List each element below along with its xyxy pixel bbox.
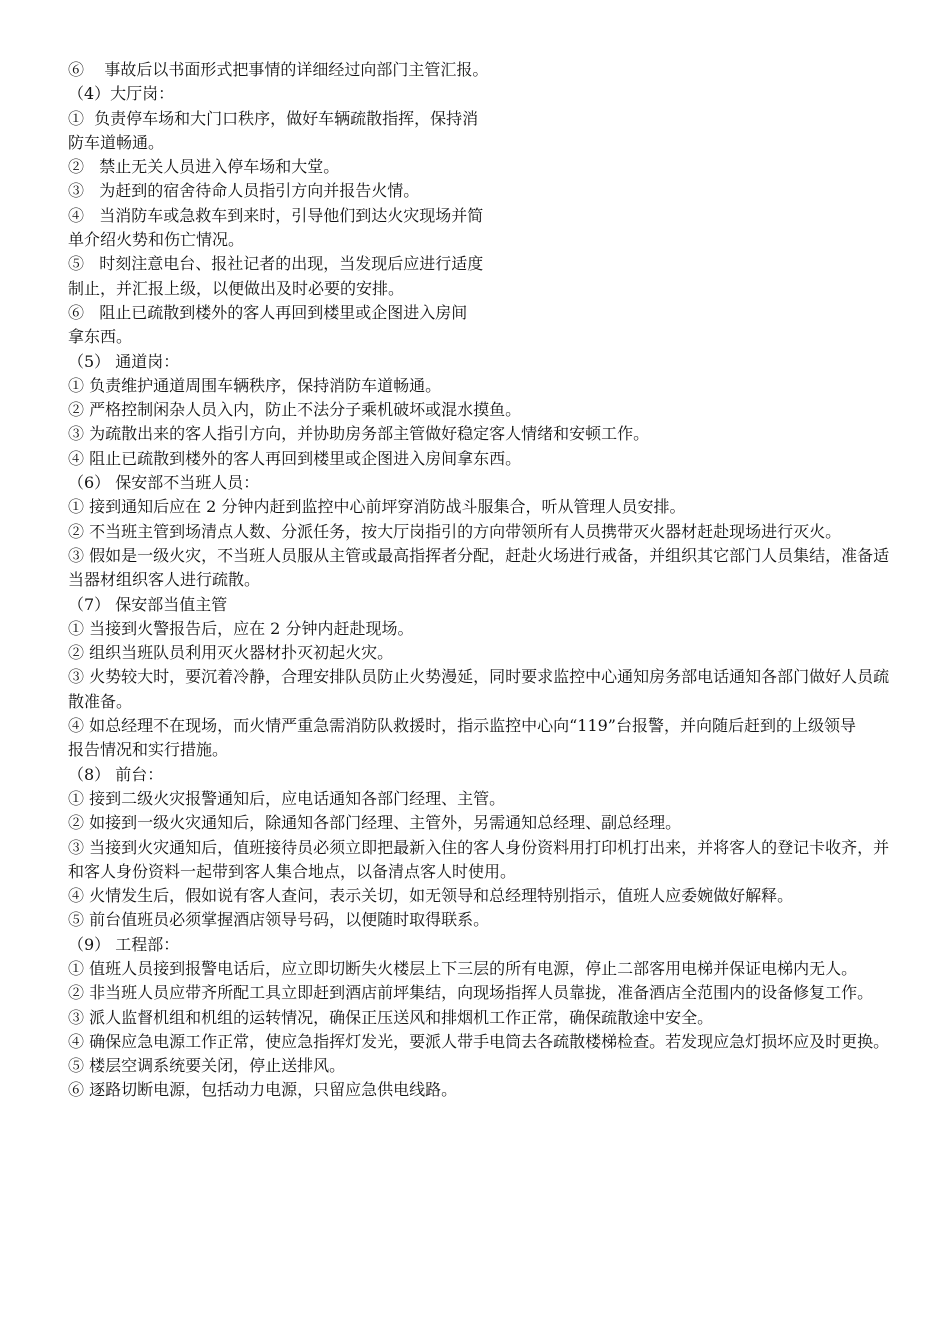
document-paragraph: ② 禁止无关人员进入停车场和大堂。 (68, 157, 340, 177)
document-paragraph: 制止，并汇报上级，以便做出及时必要的安排。 (68, 278, 405, 298)
document-paragraph: （7） 保安部当值主管 (68, 594, 228, 614)
document-paragraph: ③ 派人监督机组和机组的运转情况，确保正压送风和排烟机工作正常，确保疏散途中安全。 (68, 1007, 714, 1027)
document-paragraph: ④ 阻止已疏散到楼外的客人再回到楼里或企图进入房间拿东西。 (68, 448, 522, 468)
document-paragraph: ③ 假如是一级火灾，不当班人员服从主管或最高指挥者分配，赶赴火场进行戒备，并组织其它部门人员集结，准备适当器材组织客人进行疏散。 (68, 545, 890, 590)
document-paragraph: ① 接到通知后应在 2 分钟内赶到监控中心前坪穿消防战斗服集合，听从管理人员安排。 (68, 497, 686, 517)
document-paragraph: ⑤ 前台值班员必须掌握酒店领导号码，以便随时取得联系。 (68, 910, 490, 930)
document-paragraph: ③ 为疏散出来的客人指引方向，并协助房务部主管做好稳定客人情绪和安顿工作。 (68, 424, 650, 444)
document-paragraph: ① 负责停车场和大门口秩序，做好车辆疏散指挥，保持消 (68, 108, 479, 128)
document-paragraph: ⑤ 时刻注意电台、报社记者的出现，当发现后应进行适度 (68, 254, 484, 274)
document-paragraph: ③ 当接到火灾通知后，值班接待员必须立即把最新入住的客人身份资料用打印机打出来，并将客人的登记卡收齐，并和客人身份资料一起带到客人集合地点，以备清点客人时使用。 (68, 837, 890, 881)
document-paragraph: （4）大厅岗： (68, 84, 175, 104)
document-paragraph: 拿东西。 (68, 327, 133, 347)
document-paragraph: ① 值班人员接到报警电话后，应立即切断失火楼层上下三层的所有电源，停止二部客用电梯并保证电梯内无人。 (68, 958, 858, 978)
document-paragraph: ⑥ 事故后以书面形式把事情的详细经过向部门主管汇报。 (68, 60, 489, 79)
document-paragraph: ① 当接到火警报告后，应在 2 分钟内赶赴现场。 (68, 618, 414, 638)
document-paragraph: ⑤ 楼层空调系统要关闭，停止送排风。 (68, 1056, 346, 1076)
document-paragraph: （5） 通道岗： (68, 351, 180, 371)
document-paragraph: ⑥ 阻止已疏散到楼外的客人再回到楼里或企图进入房间 (68, 302, 468, 322)
document-paragraph: ④ 如总经理不在现场，而火情严重急需消防队救援时，指示监控中心向“119”台报警，并向随后赶到的上级领导 (68, 716, 856, 736)
document-paragraph: ② 非当班人员应带齐所配工具立即赶到酒店前坪集结，向现场指挥人员靠拢，准备酒店全范围内的设备修复工作。 (68, 983, 874, 1003)
document-paragraph: ② 不当班主管到场清点人数、分派任务，按大厅岗指引的方向带领所有人员携带灭火器材赶赴现场进行灭火。 (68, 521, 842, 541)
document-paragraph: 防车道畅通。 (68, 132, 165, 152)
document-paragraph: ② 如接到一级火灾通知后，除通知各部门经理、主管外，另需通知总经理、副总经理。 (68, 813, 682, 833)
document-paragraph: ② 严格控制闲杂人员入内，防止不法分子乘机破坏或混水摸鱼。 (68, 400, 522, 420)
document-paragraph: ④ 火情发生后，假如说有客人查问，表示关切，如无领导和总经理特别指示，值班人应委婉做好解释。 (68, 886, 794, 906)
document-paragraph: （8） 前台： (68, 764, 164, 784)
document-paragraph: ① 接到二级火灾报警通知后，应电话通知各部门经理、主管。 (68, 788, 506, 808)
document-paragraph: ④ 当消防车或急救车到来时，引导他们到达火灾现场并简 (68, 205, 484, 225)
document-paragraph: （6） 保安部不当班人员： (68, 473, 260, 493)
document-paragraph: 单介绍火势和伤亡情况。 (68, 230, 245, 250)
document-paragraph: （9） 工程部： (68, 934, 180, 954)
document-body (68, 58, 890, 1103)
document-paragraph: ① 负责维护通道周围车辆秩序，保持消防车道畅通。 (68, 375, 442, 395)
document-paragraph: ③ 火势较大时，要沉着冷静，合理安排队员防止火势漫延，同时要求监控中心通知房务部电话通知各部门做好人员疏散准备。 (68, 667, 890, 711)
document-paragraph: 报告情况和实行措施。 (68, 740, 229, 760)
document-paragraph: ③ 为赶到的宿舍待命人员指引方向并报告火情。 (68, 181, 420, 201)
document-paragraph: ⑥ 逐路切断电源，包括动力电源，只留应急供电线路。 (68, 1080, 458, 1100)
document-paragraph: ② 组织当班队员利用灭火器材扑灭初起火灾。 (68, 643, 394, 663)
document-paragraph: ④ 确保应急电源工作正常，使应急指挥灯发光，要派人带手电筒去各疏散楼梯检查。若发现应急灯损坏应及时更换。 (68, 1031, 890, 1051)
